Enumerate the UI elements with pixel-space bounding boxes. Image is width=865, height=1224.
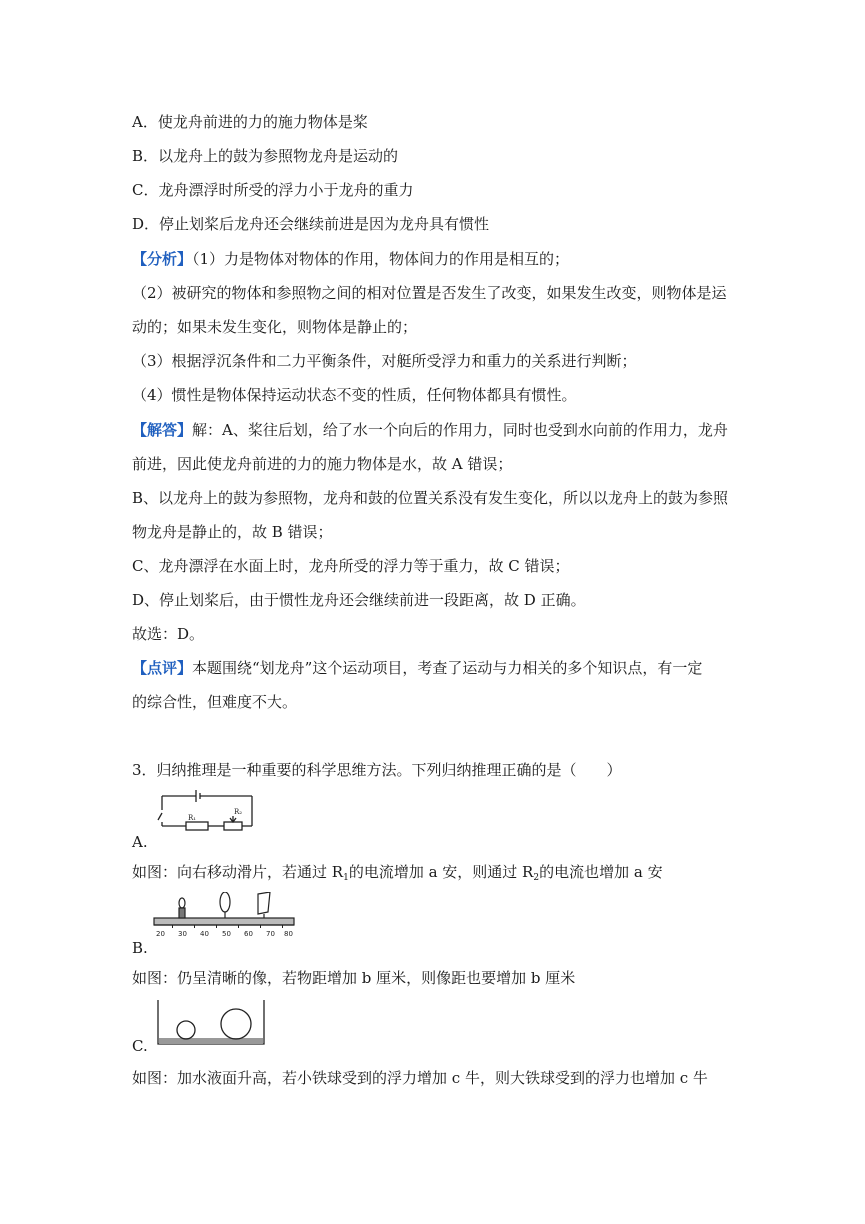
optical-bench-diagram	[150, 892, 300, 942]
beaker-diagram	[152, 998, 272, 1048]
q3-stem: 3．归纳推理是一种重要的科学思维方法。下列归纳推理正确的是（ ）	[132, 761, 622, 779]
option-c: C．龙舟漂浮时所受的浮力小于龙舟的重力	[132, 181, 414, 199]
circuit-r1-label: R₁	[188, 814, 197, 822]
comment-tag: 【点评】	[132, 659, 193, 677]
analysis-line-5: （4）惯性是物体保持运动状态不变的性质，任何物体都具有惯性。	[132, 386, 577, 404]
caption-a-sub-1: 1	[343, 873, 349, 883]
answer-line-4: 物龙舟是静止的，故 B 错误；	[132, 523, 333, 541]
option-b: B．以龙舟上的鼓为参照物龙舟是运动的	[132, 147, 399, 165]
caption-a-part-3: 的电流也增加 a 安	[539, 863, 663, 881]
q3-option-c-label: C.	[132, 1037, 148, 1055]
analysis-line-3: 动的；如果未发生变化，则物体是静止的；	[132, 318, 418, 336]
q3-option-b-label: B.	[132, 939, 148, 957]
option-a: A．使龙舟前进的力的施力物体是桨	[132, 113, 368, 131]
circuit-r2-label: R₂	[234, 808, 243, 816]
option-d: D．停止划桨后龙舟还会继续前进是因为龙舟具有惯性	[132, 215, 490, 233]
comment-line-2: 的综合性，但难度不大。	[132, 693, 298, 711]
answer-line-2: 前进，因此使龙舟前进的力的施力物体是水，故 A 错误；	[132, 455, 513, 473]
analysis-line-2: （2）被研究的物体和参照物之间的相对位置是否发生了改变，如果发生改变，则物体是运	[132, 284, 727, 302]
q3-option-b-caption: 如图：仍呈清晰的像，若物距增加 b 厘米，则像距也要增加 b 厘米	[132, 969, 576, 987]
circuit-diagram	[148, 786, 258, 834]
bench-tick-60: 60	[244, 930, 253, 938]
caption-a-part-2: 的电流增加 a 安，则通过 R	[348, 863, 534, 881]
answer-tag: 【解答】	[132, 421, 193, 439]
bench-tick-50: 50	[222, 930, 231, 938]
answer-line-1	[132, 420, 728, 440]
bench-tick-20: 20	[156, 930, 165, 938]
bench-tick-40: 40	[200, 930, 209, 938]
q3-option-a-caption	[132, 862, 663, 888]
analysis-text-1: （1）力是物体对物体的作用，物体间力的作用是相互的；	[192, 250, 570, 268]
answer-line-3: B、以龙舟上的鼓为参照物，龙舟和鼓的位置关系没有发生变化，所以以龙舟上的鼓为参照	[132, 489, 729, 507]
analysis-line-4: （3）根据浮沉条件和二力平衡条件，对艇所受浮力和重力的关系进行判断；	[132, 352, 637, 370]
answer-line-5: C、龙舟漂浮在水面上时，龙舟所受的浮力等于重力，故 C 错误；	[132, 557, 570, 575]
comment-line-1	[132, 658, 702, 678]
answer-text-1: 解：A、桨往后划，给了水一个向后的作用力，同时也受到水向前的作用力，龙舟	[192, 421, 728, 439]
bench-tick-30: 30	[178, 930, 187, 938]
analysis-line-1	[132, 249, 569, 269]
q3-option-c-caption: 如图：加水液面升高，若小铁球受到的浮力增加 c 牛，则大铁球受到的浮力也增加 c 牛	[132, 1069, 708, 1087]
analysis-tag: 【分析】	[132, 250, 193, 268]
q3-option-a-label: A.	[132, 833, 148, 851]
answer-line-6: D、停止划桨后，由于惯性龙舟还会继续前进一段距离，故 D 正确。	[132, 591, 586, 609]
caption-a-sub-2: 2	[533, 873, 540, 883]
comment-text-1: 本题围绕“划龙舟”这个运动项目，考查了运动与力相关的多个知识点，有一定	[192, 659, 703, 677]
bench-tick-70: 70	[266, 930, 275, 938]
bench-tick-80: 80	[284, 930, 293, 938]
caption-a-part-1: 如图：向右移动滑片，若通过 R	[132, 863, 344, 881]
answer-line-7: 故选：D。	[132, 625, 205, 643]
